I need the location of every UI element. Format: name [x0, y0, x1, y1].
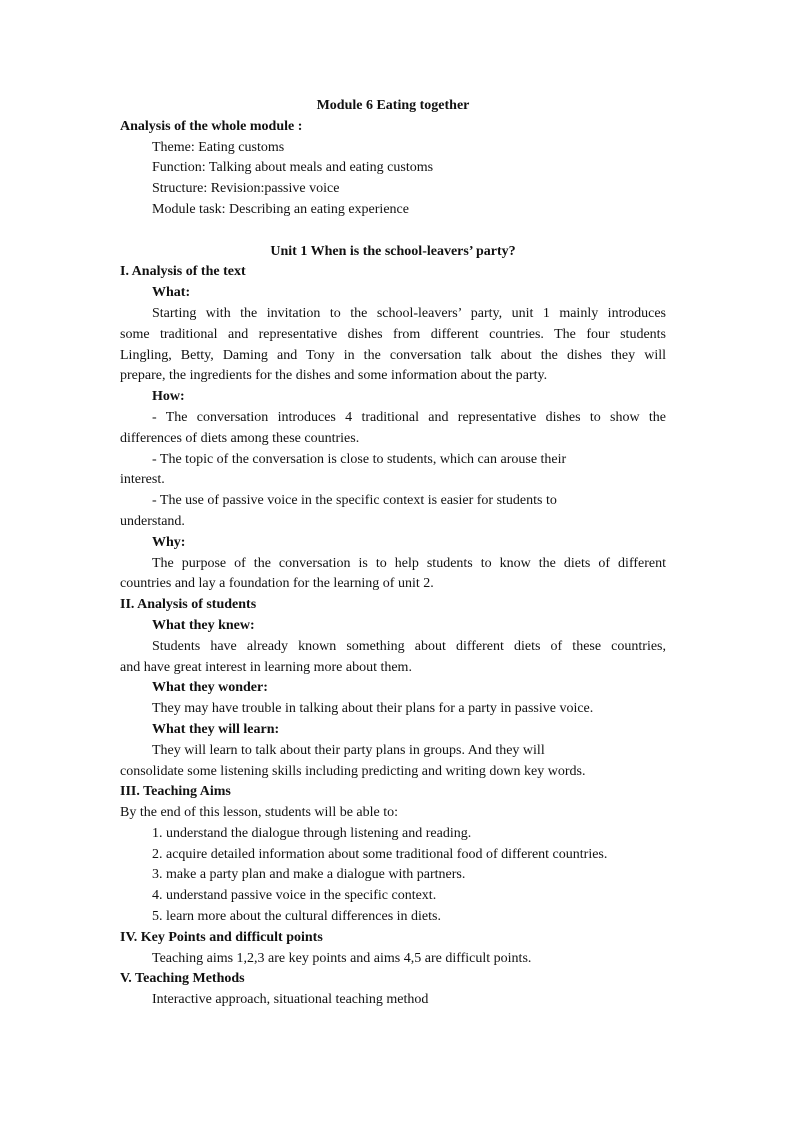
section-heading-students: II. Analysis of students — [120, 597, 257, 613]
section-heading-key-points: IV. Key Points and difficult points — [120, 929, 323, 945]
module-theme: Theme: Eating customs — [152, 139, 285, 155]
subheading-why: Why: — [152, 534, 186, 550]
subheading-what: What: — [152, 285, 191, 301]
paragraph-line: - The use of passive voice in the specific context is easier for students to — [152, 493, 557, 509]
aim-item: 1. understand the dialogue through listening and reading. — [152, 825, 472, 841]
subheading-what-they-will-learn: What they will learn: — [152, 721, 280, 737]
section-heading-teaching-aims: III. Teaching Aims — [120, 784, 231, 800]
paragraph-line: Starting with the invitation to the school-leavers’ party, unit 1 mainly introduces — [152, 305, 666, 321]
paragraph-line: some traditional and representative dishes from different countries. The four students — [120, 326, 666, 342]
paragraph-line: prepare, the ingredients for the dishes and some information about the party. — [120, 368, 548, 384]
aim-item: 2. acquire detailed information about some traditional food of different countries. — [152, 846, 608, 862]
spacer — [120, 221, 666, 242]
aim-item: 4. understand passive voice in the specific context. — [152, 888, 437, 904]
paragraph-line: and have great interest in learning more about them. — [120, 659, 412, 675]
paragraph-line: The purpose of the conversation is to help students to know the diets of different — [152, 555, 666, 571]
paragraph-line: - The conversation introduces 4 traditional and representative dishes to show the — [152, 409, 666, 425]
module-function: Function: Talking about meals and eating customs — [152, 160, 434, 176]
paragraph-line: countries and lay a foundation for the learning of unit 2. — [120, 576, 434, 592]
subheading-how: How: — [152, 389, 185, 405]
aims-intro: By the end of this lesson, students will be able to: — [120, 805, 399, 821]
paragraph-line: They may have trouble in talking about their plans for a party in passive voice. — [152, 701, 594, 717]
paragraph-line: Lingling, Betty, Daming and Tony in the conversation talk about the dishes they will — [120, 347, 666, 363]
document-page — [120, 96, 666, 1011]
subheading-what-they-knew: What they knew: — [152, 617, 255, 633]
paragraph-line: - The topic of the conversation is close to students, which can arouse their — [152, 451, 567, 467]
aim-item: 3. make a party plan and make a dialogue with partners. — [152, 867, 466, 883]
key-points-text: Teaching aims 1,2,3 are key points and aims 4,5 are difficult points. — [152, 950, 532, 966]
paragraph-line: understand. — [120, 513, 185, 529]
paragraph-line: Students have already known something about different diets of these countries, — [152, 638, 666, 654]
section-heading-teaching-methods: V. Teaching Methods — [120, 971, 245, 987]
aim-item: 5. learn more about the cultural differences in diets. — [152, 909, 441, 925]
unit-title: Unit 1 When is the school-leavers’ party? — [270, 243, 516, 259]
module-analysis-heading: Analysis of the whole module : — [120, 118, 303, 134]
module-task: Module task: Describing an eating experience — [152, 201, 409, 217]
paragraph-line: They will learn to talk about their party plans in groups. And they will — [152, 742, 545, 758]
module-structure: Structure: Revision:passive voice — [152, 181, 340, 197]
paragraph-line: interest. — [120, 472, 165, 488]
section-heading-text-analysis: I. Analysis of the text — [120, 264, 246, 280]
module-title: Module 6 Eating together — [316, 98, 470, 113]
subheading-what-they-wonder: What they wonder: — [152, 680, 268, 696]
paragraph-line: consolidate some listening skills including predicting and writing down key words. — [120, 763, 586, 779]
teaching-methods-text: Interactive approach, situational teaching method — [152, 992, 429, 1008]
paragraph-line: differences of diets among these countries. — [120, 430, 360, 446]
